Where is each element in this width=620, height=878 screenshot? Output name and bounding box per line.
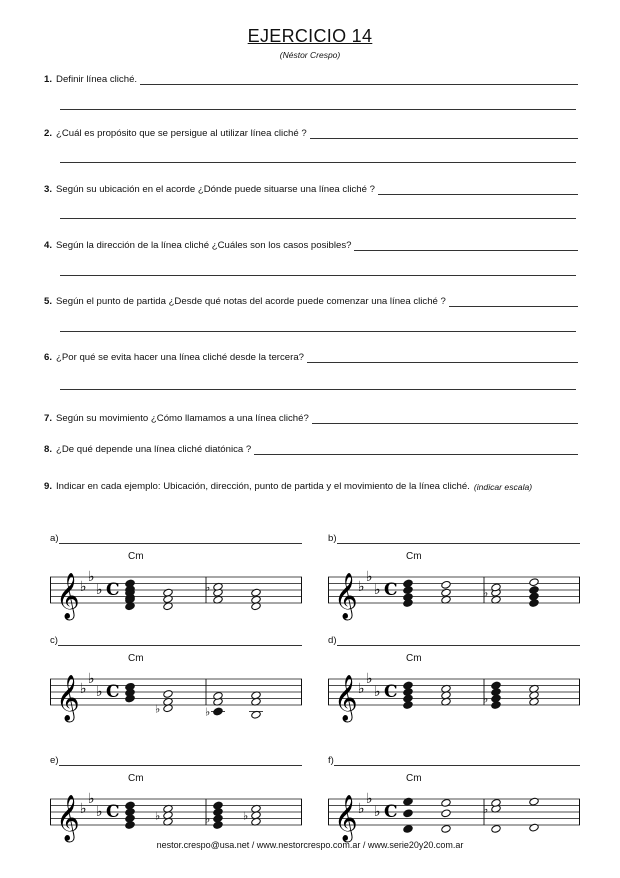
note-head bbox=[163, 588, 173, 597]
question-number: 9. bbox=[44, 481, 53, 492]
answer-line[interactable] bbox=[337, 636, 580, 646]
note-head bbox=[529, 797, 539, 806]
answer-line[interactable] bbox=[60, 162, 576, 163]
question-text: Según la dirección de la línea cliché ¿Cuáles son los casos posibles? bbox=[56, 240, 352, 251]
flat-sign: ♭ bbox=[96, 684, 103, 700]
question-text: ¿De qué depende una línea cliché diatónica ? bbox=[56, 444, 252, 455]
music-staff bbox=[328, 671, 580, 731]
accidental-flat: ♭ bbox=[205, 812, 211, 826]
answer-line[interactable] bbox=[312, 414, 578, 424]
author-credit: (Néstor Crespo) bbox=[279, 50, 341, 60]
note-head bbox=[403, 579, 413, 588]
question-2 bbox=[44, 128, 578, 139]
question-8 bbox=[44, 444, 578, 455]
question-text: Definir línea cliché. bbox=[56, 74, 138, 85]
note-head bbox=[403, 824, 413, 833]
question-number: 6. bbox=[44, 352, 53, 363]
chord-symbol: Cm bbox=[406, 653, 422, 664]
flat-sign: ♭ bbox=[80, 680, 87, 697]
answer-line[interactable] bbox=[310, 129, 578, 139]
answer-line[interactable] bbox=[378, 185, 578, 195]
example-letter: d) bbox=[328, 635, 337, 646]
question-number: 4. bbox=[44, 240, 53, 251]
accidental-flat: ♭ bbox=[205, 580, 211, 594]
chord-symbol: Cm bbox=[128, 653, 144, 664]
note-head bbox=[163, 690, 173, 699]
question-text: ¿Por qué se evita hacer una línea cliché desde la tercera? bbox=[56, 352, 305, 363]
example-label bbox=[50, 635, 302, 646]
flat-sign: ♭ bbox=[96, 582, 103, 598]
example-letter: a) bbox=[50, 533, 59, 544]
example-label bbox=[50, 533, 302, 544]
answer-line[interactable] bbox=[354, 241, 578, 251]
flat-sign: ♭ bbox=[80, 800, 87, 817]
example-letter: e) bbox=[50, 755, 59, 766]
question-6 bbox=[44, 352, 578, 363]
music-staff bbox=[328, 569, 580, 629]
answer-line[interactable] bbox=[449, 297, 578, 307]
example-label bbox=[328, 635, 580, 646]
flat-sign: ♭ bbox=[374, 804, 381, 820]
answer-line[interactable] bbox=[307, 353, 578, 363]
time-signature: C bbox=[384, 802, 398, 822]
flat-sign: ♭ bbox=[358, 800, 365, 817]
question-text: Según su ubicación en el acorde ¿Dónde puede situarse una línea cliché ? bbox=[56, 184, 375, 195]
answer-line[interactable] bbox=[60, 389, 576, 390]
answer-line[interactable] bbox=[60, 109, 576, 110]
footer-links: nestor.crespo@usa.net / www.nestorcrespo.com.ar / www.serie20y20.com.ar bbox=[156, 840, 464, 850]
treble-clef: 𝄞 bbox=[56, 675, 80, 721]
accidental-flat: ♭ bbox=[155, 702, 161, 716]
flat-sign: ♭ bbox=[88, 569, 95, 585]
question-text: ¿Cuál es propósito que se persigue al utilizar línea cliché ? bbox=[56, 128, 307, 139]
answer-line[interactable] bbox=[60, 331, 576, 332]
page-title: EJERCICIO 14 bbox=[247, 26, 373, 46]
note-head bbox=[441, 588, 451, 597]
question-9 bbox=[44, 481, 578, 492]
time-signature: C bbox=[384, 682, 398, 702]
example-letter: b) bbox=[328, 533, 337, 544]
accidental-flat: ♭ bbox=[205, 705, 211, 719]
answer-line[interactable] bbox=[334, 756, 580, 766]
note-head bbox=[441, 824, 451, 833]
time-signature: C bbox=[384, 580, 398, 600]
accidental-flat: ♭ bbox=[483, 802, 489, 816]
chord-symbol: Cm bbox=[406, 773, 422, 784]
note-head bbox=[529, 823, 539, 832]
treble-clef: 𝄞 bbox=[56, 795, 80, 841]
note-head bbox=[529, 586, 539, 595]
example-label bbox=[50, 755, 302, 766]
flat-sign: ♭ bbox=[374, 684, 381, 700]
flat-sign: ♭ bbox=[366, 671, 373, 687]
accidental-flat: ♭ bbox=[155, 809, 161, 823]
answer-line[interactable] bbox=[60, 275, 576, 276]
flat-sign: ♭ bbox=[374, 582, 381, 598]
note-head bbox=[491, 681, 501, 690]
note-head bbox=[213, 801, 223, 810]
note-head bbox=[491, 701, 501, 710]
note-head bbox=[491, 824, 501, 833]
answer-line[interactable] bbox=[254, 445, 578, 455]
answer-line[interactable] bbox=[59, 534, 302, 544]
treble-clef: 𝄞 bbox=[56, 573, 80, 619]
answer-line[interactable] bbox=[58, 636, 302, 646]
answer-line[interactable] bbox=[60, 218, 576, 219]
flat-sign: ♭ bbox=[366, 569, 373, 585]
note-head bbox=[403, 809, 413, 818]
accidental-flat: ♭ bbox=[243, 809, 249, 823]
flat-sign: ♭ bbox=[96, 804, 103, 820]
example-letter: c) bbox=[50, 635, 58, 646]
note-head bbox=[441, 798, 451, 807]
answer-line[interactable] bbox=[59, 756, 302, 766]
treble-clef: 𝄞 bbox=[334, 573, 358, 619]
chord-symbol: Cm bbox=[406, 551, 422, 562]
question-number: 5. bbox=[44, 296, 53, 307]
flat-sign: ♭ bbox=[88, 791, 95, 807]
question-number: 3. bbox=[44, 184, 53, 195]
flat-sign: ♭ bbox=[366, 791, 373, 807]
question-number: 7. bbox=[44, 413, 53, 424]
example-label bbox=[328, 755, 580, 766]
time-signature: C bbox=[106, 802, 120, 822]
question-note: (indicar escala) bbox=[473, 482, 533, 492]
note-head bbox=[441, 580, 451, 589]
question-1 bbox=[44, 74, 578, 85]
note-head bbox=[251, 588, 261, 597]
answer-line[interactable] bbox=[337, 534, 580, 544]
flat-sign: ♭ bbox=[80, 578, 87, 595]
flat-sign: ♭ bbox=[358, 680, 365, 697]
music-staff bbox=[50, 569, 302, 629]
accidental-flat: ♭ bbox=[483, 692, 489, 706]
treble-clef: 𝄞 bbox=[334, 675, 358, 721]
flat-sign: ♭ bbox=[88, 671, 95, 687]
question-4 bbox=[44, 240, 578, 251]
question-text: Según el punto de partida ¿Desde qué notas del acorde puede comenzar una línea cliché ? bbox=[56, 296, 446, 307]
note-head bbox=[125, 801, 135, 810]
question-number: 2. bbox=[44, 128, 53, 139]
question-text: Según su movimiento ¿Cómo llamamos a una línea cliché? bbox=[56, 413, 309, 424]
example-label bbox=[328, 533, 580, 544]
treble-clef: 𝄞 bbox=[334, 795, 358, 841]
question-text: Indicar en cada ejemplo: Ubicación, dirección, punto de partida y el movimiento de la línea cliché. bbox=[56, 481, 470, 492]
question-5 bbox=[44, 296, 578, 307]
note-head bbox=[403, 797, 413, 806]
music-staff bbox=[50, 671, 302, 731]
question-number: 1. bbox=[44, 74, 53, 85]
time-signature: C bbox=[106, 580, 120, 600]
flat-sign: ♭ bbox=[358, 578, 365, 595]
example-letter: f) bbox=[328, 755, 334, 766]
chord-symbol: Cm bbox=[128, 551, 144, 562]
accidental-flat: ♭ bbox=[483, 586, 489, 600]
note-head bbox=[529, 578, 539, 587]
note-head bbox=[403, 681, 413, 690]
note-head bbox=[213, 821, 223, 830]
time-signature: C bbox=[106, 682, 120, 702]
question-number: 8. bbox=[44, 444, 53, 455]
question-7 bbox=[44, 413, 578, 424]
answer-line[interactable] bbox=[140, 75, 578, 85]
chord-symbol: Cm bbox=[128, 773, 144, 784]
question-3 bbox=[44, 184, 578, 195]
note-head bbox=[441, 809, 451, 818]
